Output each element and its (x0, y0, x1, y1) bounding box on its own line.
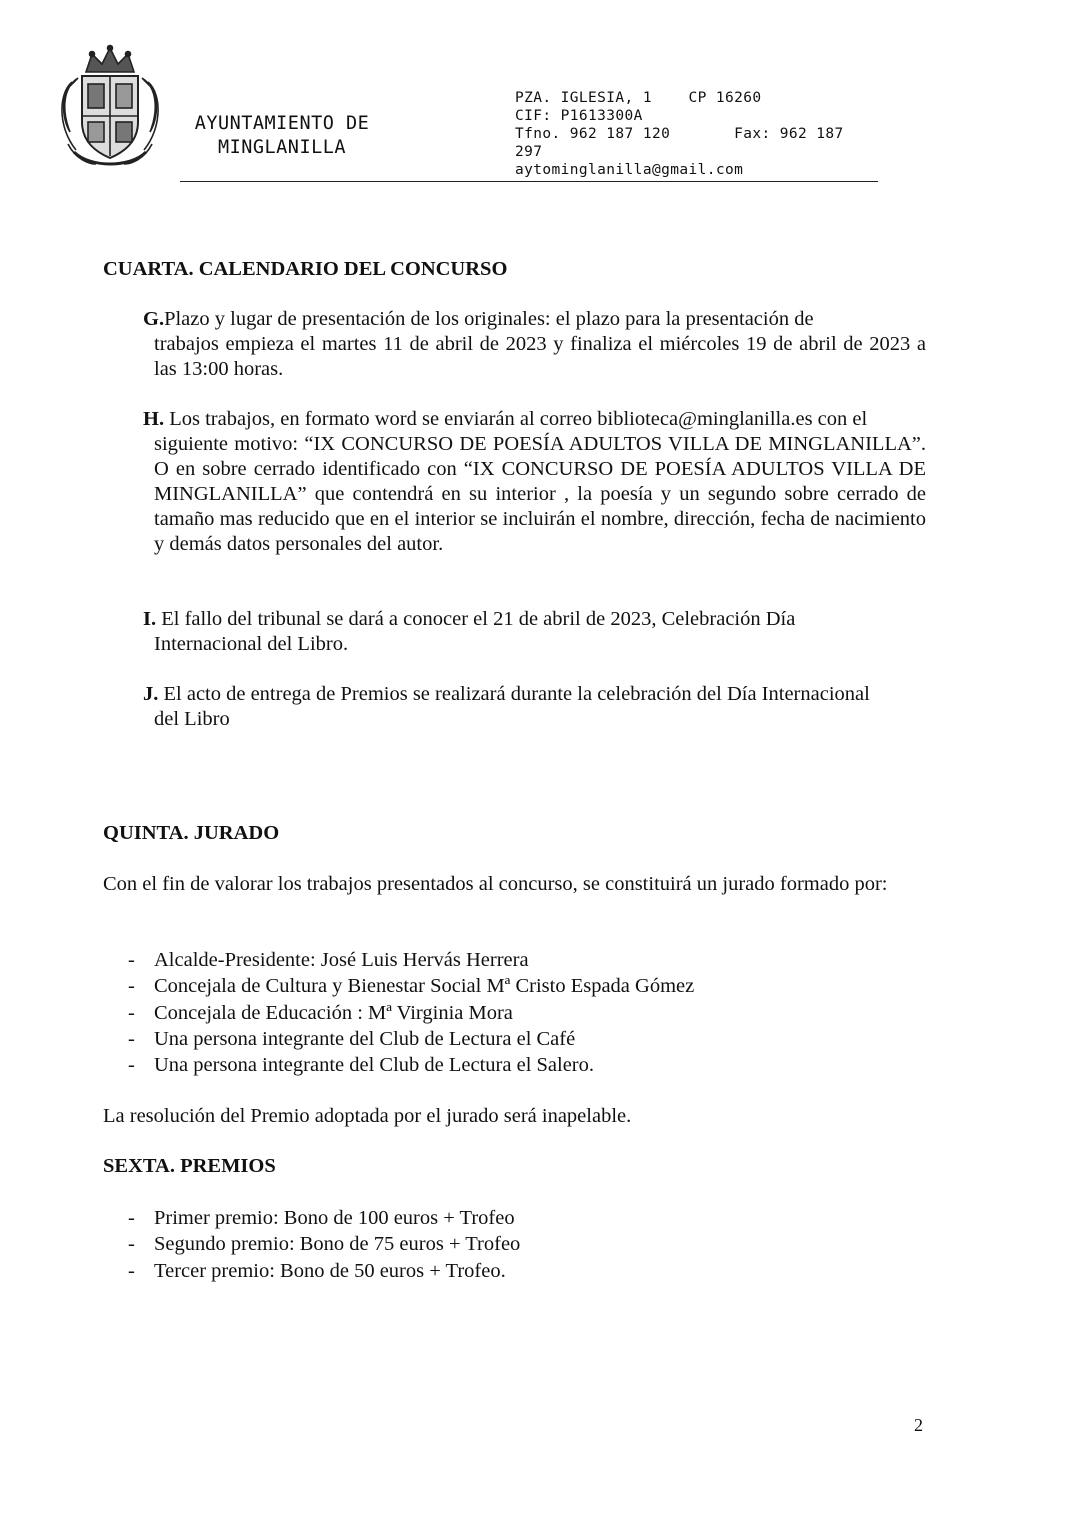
list-item (128, 1052, 694, 1078)
item-text-continued: del Libro (154, 708, 230, 730)
prizes-list (128, 1205, 520, 1284)
prize: Segundo premio: Bono de 75 euros + Trofeo (154, 1233, 521, 1256)
address-line: PZA. IGLESIA, 1 CP 16260 (515, 90, 762, 106)
jury-member: Una persona integrante del Club de Lectura el Salero. (154, 1054, 595, 1077)
organization-name-line2: MINGLANILLA (217, 137, 347, 158)
list-item-g (143, 307, 926, 382)
bullet-dash: - (128, 949, 135, 971)
list-item-j (143, 682, 926, 732)
item-text: Plazo y lugar de presentación de los originales: el plazo para la presentación de (164, 308, 814, 330)
item-letter: G. (143, 308, 165, 330)
item-letter: J. (143, 683, 159, 705)
cif-line: CIF: P1613300A (515, 108, 643, 124)
jury-member: Alcalde-Presidente: José Luis Hervás Herrera (154, 949, 529, 971)
jury-member: Concejala de Educación : Mª Virginia Mora (154, 1001, 513, 1024)
bullet-dash: - (128, 1027, 135, 1050)
prize: Tercer premio: Bono de 50 euros + Trofeo. (154, 1259, 506, 1282)
bullet-dash: - (128, 1259, 135, 1282)
bullet-dash: - (128, 1054, 135, 1077)
item-text-continued: siguiente motivo: “IX CONCURSO DE POESÍA ADULTOS VILLA DE MINGLANILLA”. O en sobre cerrado identificado con “IX CONCURSO DE POESÍA ADULTOS VILLA DE MINGLANILLA” que contendrá en su interior , la poesía y un segundo sobre cerrado de tamaño mas reducido que en el interior se incluirán el nombre, dirección, fecha de nacimiento y demás datos personales del autor. (154, 433, 926, 555)
jury-resolution: La resolución del Premio adoptada por el jurado será inapelable. (103, 1105, 632, 1127)
item-text: El fallo del tribunal se dará a conocer el 21 de abril de 2023, Celebración Día (156, 608, 796, 630)
list-item-h (143, 407, 926, 557)
list-item (128, 1026, 694, 1052)
list-item-i (143, 607, 926, 657)
item-text: El acto de entrega de Premios se realizará durante la celebración del Día Internacional (158, 683, 870, 705)
jury-member: Concejala de Cultura y Bienestar Social Mª Cristo Espada Gómez (154, 975, 695, 998)
list-item (128, 1000, 694, 1026)
jury-members-list (128, 947, 694, 1078)
list-item (128, 1231, 520, 1257)
fax-continuation-line: 297 (515, 144, 543, 160)
section-heading-quinta: QUINTA. JURADO (103, 822, 280, 844)
item-text-continued: trabajos empieza el martes 11 de abril de 2023 y finaliza el miércoles 19 de abril de 2023 a las 13:00 horas. (154, 333, 926, 380)
bullet-dash: - (128, 975, 135, 998)
bullet-dash: - (128, 1207, 135, 1229)
section-heading-sexta: SEXTA. PREMIOS (103, 1155, 276, 1177)
contact-block (515, 89, 885, 179)
page-number: 2 (914, 1415, 923, 1435)
coat-of-arms-icon (56, 42, 164, 170)
jury-member: Una persona integrante del Club de Lectura el Café (154, 1027, 576, 1050)
item-letter: I. (143, 608, 157, 630)
item-text-continued: Internacional del Libro. (154, 633, 349, 655)
jury-intro: Con el fin de valorar los trabajos presentados al concurso, se constituirá un jurado formado por: (103, 873, 888, 895)
list-item (128, 947, 694, 973)
header-divider (180, 181, 878, 182)
list-item (128, 1205, 520, 1231)
phone-fax-line: Tfno. 962 187 120 Fax: 962 187 (515, 126, 844, 142)
bullet-dash: - (128, 1001, 135, 1024)
bullet-dash: - (128, 1233, 135, 1256)
email-line: aytominglanilla@gmail.com (515, 162, 744, 178)
section-heading-cuarta: CUARTA. CALENDARIO DEL CONCURSO (103, 258, 508, 280)
item-text: Los trabajos, en formato word se enviarán al correo biblioteca@minglanilla.es con el (164, 408, 868, 430)
prize: Primer premio: Bono de 100 euros + Trofeo (154, 1207, 515, 1229)
organization-name (182, 112, 382, 160)
list-item (128, 973, 694, 999)
list-item (128, 1258, 520, 1284)
item-letter: H. (143, 408, 165, 430)
organization-name-line1: AYUNTAMIENTO DE (194, 113, 370, 134)
